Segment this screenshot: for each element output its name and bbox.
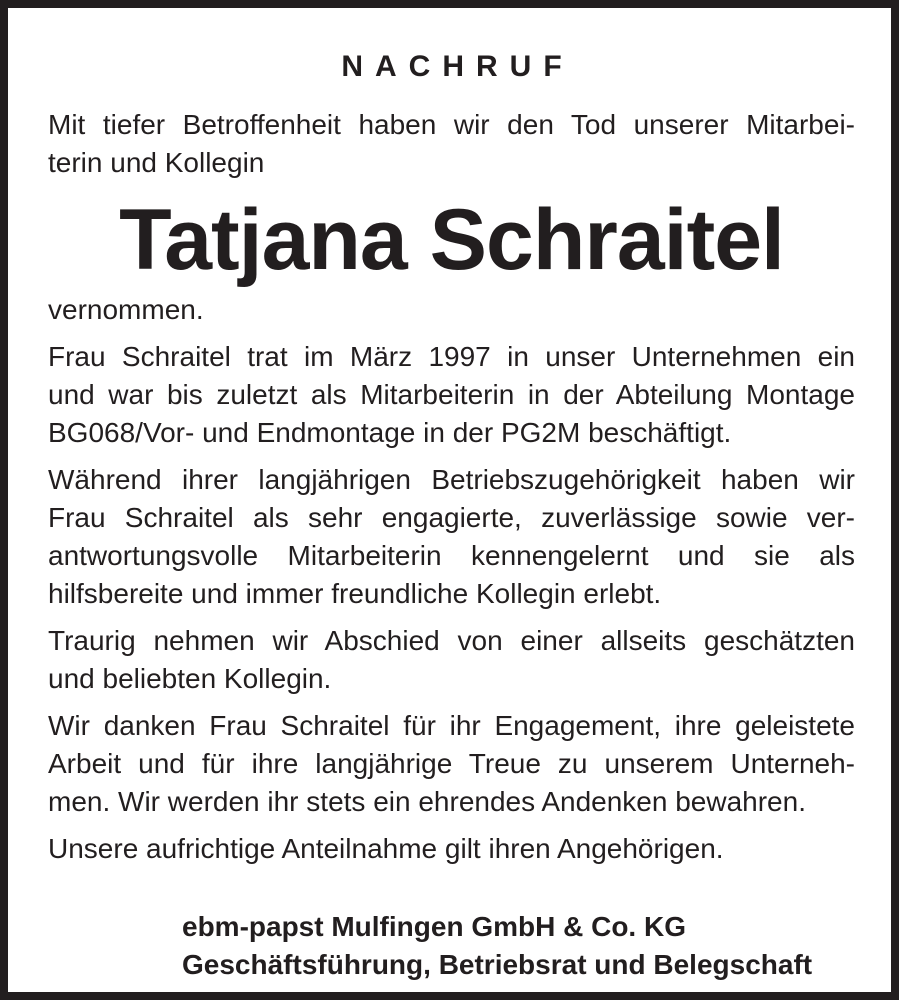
paragraph-vernommen: [48, 291, 855, 329]
text-line: Arbeit und für ihre langjährige Treue zu unserem Unterneh-: [48, 748, 855, 779]
text-line: men. Wir werden ihr stets ein ehrendes Andenken bewahren.: [48, 786, 806, 817]
text-line: hilfsbereite und immer freundliche Kollegin erlebt.: [48, 578, 662, 609]
text-line: und beliebten Kollegin.: [48, 663, 332, 694]
notice-body: [48, 106, 855, 984]
signature-block: [182, 908, 855, 984]
text-line: und war bis zuletzt als Mitarbeiterin in der Abteilung Montage: [48, 379, 855, 410]
text-line: Mit tiefer Betroffenheit haben wir den Tod unserer Mitarbei-: [48, 109, 855, 140]
signature-company: ebm-papst Mulfingen GmbH & Co. KG: [182, 911, 686, 942]
text-line: Frau Schraitel trat im März 1997 in unser Unternehmen ein: [48, 341, 855, 372]
paragraph-farewell: [48, 622, 855, 698]
intro-paragraph: [48, 106, 855, 182]
text-line: Wir danken Frau Schraitel für ihr Engagement, ihre geleistete: [48, 710, 855, 741]
text-line: Frau Schraitel als sehr engagierte, zuverlässige sowie ver-: [48, 502, 855, 533]
paragraph-employment: [48, 338, 855, 452]
text-line: terin und Kollegin: [48, 147, 265, 178]
text-line: vernommen.: [48, 294, 204, 325]
paragraph-appreciation: [48, 461, 855, 613]
paragraph-condolence: [48, 830, 855, 868]
signature-signers: Geschäftsführung, Betriebsrat und Belegschaft: [182, 949, 813, 980]
text-line: Traurig nehmen wir Abschied von einer allseits geschätzten: [48, 625, 855, 656]
deceased-name: Tatjana Schraitel: [119, 192, 784, 288]
text-line: antwortungsvolle Mitarbeiterin kennengelernt und sie als: [48, 540, 855, 571]
paragraph-thanks: [48, 707, 855, 821]
notice-title: NACHRUF: [341, 50, 574, 83]
text-line: Während ihrer langjährigen Betriebszugehörigkeit haben wir: [48, 464, 855, 495]
text-line: BG068/Vor- und Endmontage in der PG2M beschäftigt.: [48, 417, 732, 448]
text-line: Unsere aufrichtige Anteilnahme gilt ihren Angehörigen.: [48, 833, 724, 864]
